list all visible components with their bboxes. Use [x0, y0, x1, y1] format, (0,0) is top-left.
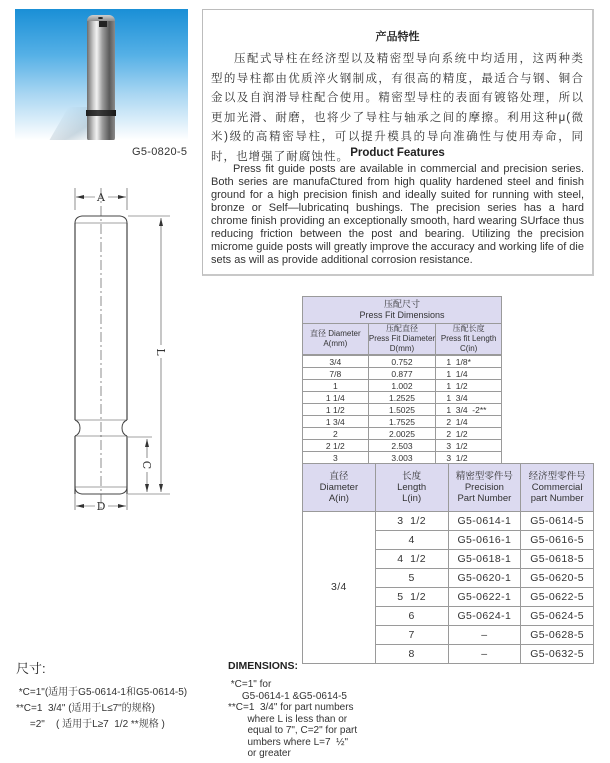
note-line: **C=1 3/4" for part numbers [228, 702, 354, 713]
press-fit-title-cn: 压配尺寸 [383, 299, 420, 309]
cell-press-fit-length: 1 1/4 [436, 368, 502, 380]
cell-commercial-part: G5-0632-5 [521, 645, 594, 664]
table-row [303, 392, 502, 404]
col-header-en: Commercial [531, 482, 583, 493]
col-header-cn: 压配直径 [385, 324, 418, 333]
dimensions-notes-cn [16, 658, 187, 733]
cell-length: 8 [375, 645, 448, 664]
col-header-unit: Part Number [457, 493, 512, 504]
cell-press-fit-diameter: 1.002 [368, 380, 436, 392]
cell-press-fit-length: 3 1/2 [436, 452, 502, 464]
cell-precision-part: G5-0622-1 [448, 588, 521, 607]
note-line: G5-0614-1 &G5-0614-5 [228, 690, 347, 702]
col-header-press-fit-length [436, 324, 502, 356]
notes-title-en: DIMENSIONS: [228, 660, 299, 672]
table-row [303, 512, 594, 531]
dim-l-arrow-bottom [159, 484, 163, 492]
table-row [303, 380, 502, 392]
cell-precision-part: – [448, 645, 521, 664]
col-header-en: Diameter [319, 482, 359, 493]
col-header-commercial [521, 464, 594, 512]
cell-press-fit-diameter: 0.877 [368, 368, 436, 380]
cell-commercial-part: G5-0624-5 [521, 607, 594, 626]
col-header-en: Press Fit Diameter [368, 334, 436, 343]
table-row [303, 416, 502, 428]
press-fit-title-en: Press Fit Dimensions [359, 310, 445, 320]
cell-precision-part: G5-0616-1 [448, 531, 521, 550]
cell-diameter: 2 1/2 [303, 440, 369, 452]
note-line: umbers where L=7 ½" [228, 736, 348, 748]
cell-length: 3 1/2 [375, 512, 448, 531]
col-header-length [375, 464, 448, 512]
cell-length: 7 [375, 626, 448, 645]
cell-precision-part: – [448, 626, 521, 645]
table-row [303, 452, 502, 464]
cell-precision-part: G5-0614-1 [448, 512, 521, 531]
cell-press-fit-length: 1 1/8* [436, 355, 502, 368]
col-header-unit: C(in) [459, 344, 478, 353]
label-a: A [97, 191, 105, 204]
col-header-cn: 经济型零件号 [528, 471, 586, 482]
cell-commercial-part: G5-0620-5 [521, 569, 594, 588]
cell-diameter: 1 1/4 [303, 392, 369, 404]
col-header-cn: 长度 [402, 471, 422, 482]
note-line: equal to 7", C=2" for part [228, 725, 358, 736]
cell-press-fit-diameter: 0.752 [368, 355, 436, 368]
notes-title-cn: 尺寸: [16, 661, 46, 676]
note-line: *C=1"(适用于G5-0614-1和G5-0614-5) [16, 687, 188, 698]
cell-diameter: 2 [303, 428, 369, 440]
cell-commercial-part: G5-0622-5 [521, 588, 594, 607]
cell-press-fit-diameter: 1.7525 [368, 416, 436, 428]
col-header-unit: A(in) [328, 493, 349, 504]
cell-diameter: 3/4 [303, 355, 369, 368]
product-caption: G5-0820-5 [132, 146, 188, 158]
cell-press-fit-diameter: 2.503 [368, 440, 436, 452]
dim-d-arrow-left [76, 504, 84, 508]
col-header-cn: 精密型零件号 [455, 471, 513, 482]
cell-commercial-part: G5-0618-5 [521, 550, 594, 569]
cell-diameter: 7/8 [303, 368, 369, 380]
cell-precision-part: G5-0618-1 [448, 550, 521, 569]
guide-post-image [87, 15, 115, 140]
note-line: =2" ( 适用于L≥7 1/2 **规格 ) [16, 719, 165, 730]
cell-press-fit-length: 2 1/2 [436, 428, 502, 440]
cell-diameter: 1 1/2 [303, 404, 369, 416]
technical-drawing [40, 180, 200, 510]
dim-a-arrow-left [76, 195, 84, 199]
label-c: C [140, 460, 153, 470]
col-header-en: Precision [464, 482, 504, 493]
label-d: D [96, 500, 106, 510]
table-row [303, 440, 502, 452]
part-number-table [302, 463, 594, 664]
dim-c-arrow-bottom [145, 484, 149, 492]
table-row [303, 404, 502, 416]
groove-right [122, 420, 127, 436]
table-row [303, 368, 502, 380]
cell-press-fit-diameter: 3.003 [368, 452, 436, 464]
features-title-cn: 产品特性 [375, 31, 420, 43]
cell-press-fit-diameter: 1.5025 [368, 404, 436, 416]
cell-press-fit-length: 1 3/4 [436, 392, 502, 404]
cell-diameter: 3/4 [303, 512, 376, 664]
cell-length: 5 [375, 569, 448, 588]
cell-press-fit-diameter: 1.2525 [368, 392, 436, 404]
col-header-unit: part Number [530, 493, 584, 504]
dim-d-arrow-right [118, 504, 126, 508]
col-header-cn: 直径 [329, 471, 349, 482]
col-header-precision [448, 464, 521, 512]
features-body-cn: 压配式导柱在经济型以及精密型导向系统中均适用，这两种类型的导柱都由优质淬火钢制成，有很高的精度，最适合与钢、铜合金以及自润滑导柱配合使用。精密型导柱的表面有镀铬处理，所以更加光滑、耐磨，也将少了导柱与轴承之间的摩擦。利用这种μ(微米)级的高精密导柱，可以提升模具的导向准确性与使用寿命，同时，也增强了耐腐蚀性。 [211, 53, 584, 163]
dim-l-arrow-top [159, 218, 163, 226]
cell-length: 5 1/2 [375, 588, 448, 607]
table-row [303, 428, 502, 440]
cell-diameter: 1 [303, 380, 369, 392]
col-header-cn: 直径 Diameter [309, 329, 361, 338]
features-body-en: Press fit guide posts are available in commercial and precision series. Both series are manufaCtured from high quality hardened steel and finish ground for a high precision finish and ideally suited for running with steel, bronze or Self—lubricatinq bushings. The precision series has a hard chrome finish providing an exceptionally smooth, hard wearing SUrface thus reducing friction between the post and bearing. Utilizing the precision microme guide posts will greatly improve the accuracy and working life of die sets as will as provide additional corrosion resistance. [211, 163, 584, 266]
col-header-cn: 压配长度 [452, 324, 485, 333]
dim-a-arrow-right [118, 195, 126, 199]
cell-precision-part: G5-0624-1 [448, 607, 521, 626]
table-row [303, 355, 502, 368]
guide-post-flat [99, 21, 107, 27]
guide-post-groove [86, 110, 116, 116]
cell-press-fit-length: 2 1/4 [436, 416, 502, 428]
col-header-diameter [303, 464, 376, 512]
cell-press-fit-length: 1 1/2 [436, 380, 502, 392]
dim-c-arrow-top [145, 439, 149, 447]
label-l: L [154, 348, 167, 356]
cell-press-fit-length: 3 1/2 [436, 440, 502, 452]
note-line: or greater [228, 748, 291, 759]
product-photo [15, 9, 188, 140]
col-header-en: Length [397, 482, 427, 493]
cell-commercial-part: G5-0614-5 [521, 512, 594, 531]
groove-left [75, 420, 80, 436]
features-title-en: Product Features [350, 147, 445, 159]
cell-press-fit-length: 1 3/4 -2** [436, 404, 502, 416]
cell-length: 4 [375, 531, 448, 550]
cell-diameter: 3 [303, 452, 369, 464]
cell-commercial-part: G5-0628-5 [521, 626, 594, 645]
note-line: **C=1 3/4" (适用于L≤7"的规格) [16, 703, 156, 714]
col-header-unit: D(mm) [389, 344, 415, 353]
cell-length: 6 [375, 607, 448, 626]
press-fit-title [303, 297, 502, 324]
col-header-diameter [303, 324, 369, 356]
col-header-press-fit-diameter [368, 324, 436, 356]
cell-diameter: 1 3/4 [303, 416, 369, 428]
cell-commercial-part: G5-0616-5 [521, 531, 594, 550]
cell-precision-part: G5-0620-1 [448, 569, 521, 588]
note-line: where L is less than or [228, 713, 348, 725]
product-features-box [202, 9, 594, 276]
note-line: *C=1" for [228, 679, 272, 690]
col-header-en: Press fit Length [440, 334, 497, 343]
col-header-unit: L(in) [402, 493, 422, 504]
press-fit-table [302, 296, 502, 464]
cell-length: 4 1/2 [375, 550, 448, 569]
cell-press-fit-diameter: 2.0025 [368, 428, 436, 440]
dimensions-notes-en [228, 660, 357, 760]
col-header-unit: A(mm) [323, 339, 348, 348]
